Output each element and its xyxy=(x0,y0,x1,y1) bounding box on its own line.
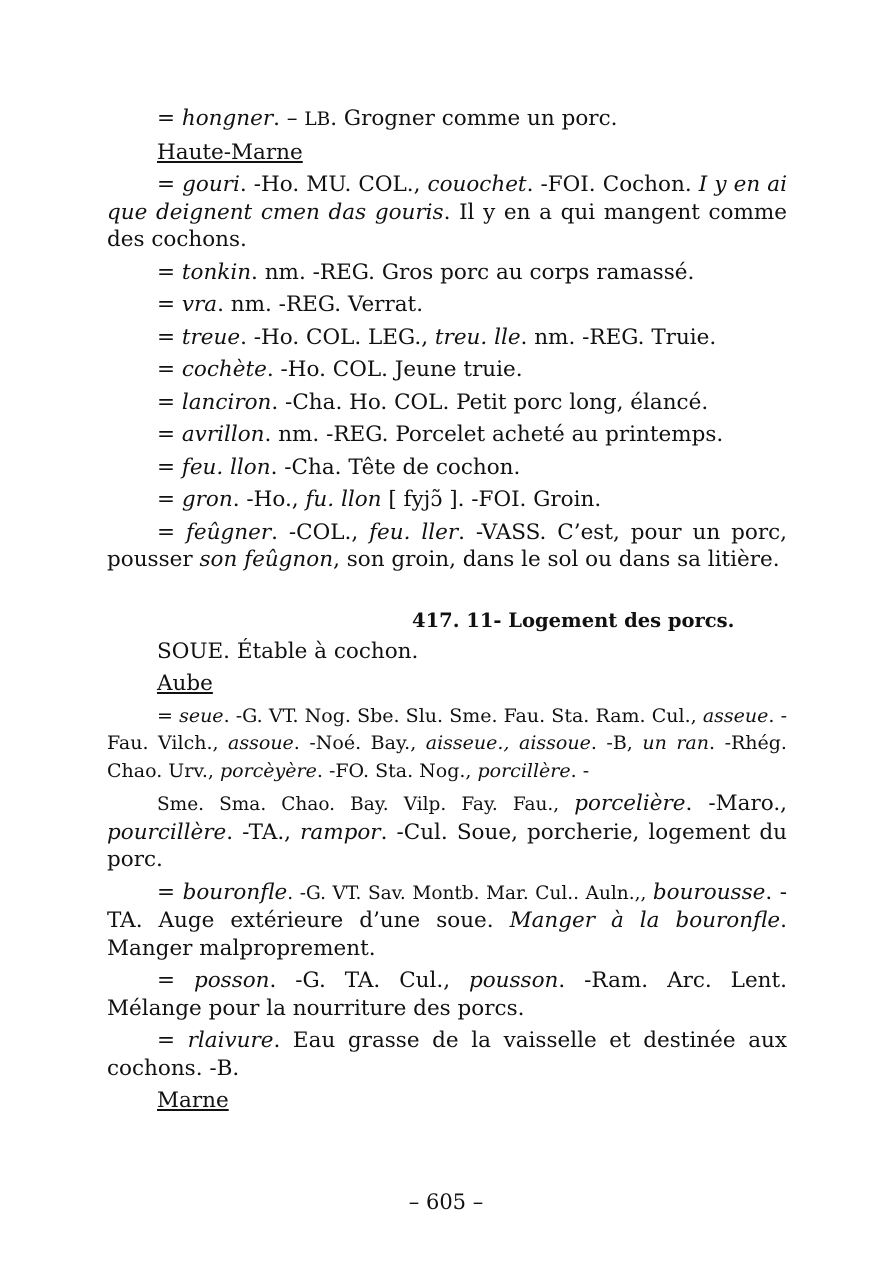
entry-cochete: = cochète. -Ho. COL. Jeune truie. xyxy=(157,357,523,382)
entry-feullon: = feu. llon. -Cha. Tête de cochon. xyxy=(157,454,521,480)
entry-vra: = vra. nm. -REG. Verrat. xyxy=(157,292,424,317)
entry-feugner: = feûgner. -COL., feu. ller. -VASS. C’est, pour un porc, pousser son feûgnon, son groin, dans le sol ou dans sa litière. xyxy=(107,519,787,572)
entry-lanciron: = lanciron. -Cha. Ho. COL. Petit porc long, élancé. xyxy=(157,389,709,415)
page-number: – 605 – xyxy=(408,1190,484,1214)
entry-bouronfle: = bouronfle. -G. VT. Sav. Montb. Mar. Cul.. Auln.,, bourousse. -TA. Auge extérieure d’une soue. Manger à la bouronfle. Manger malproprement. xyxy=(107,879,787,961)
entry-treue: = treue. -Ho. COL. LEG., treu. lle. nm. -REG. Truie. xyxy=(157,324,717,350)
entry-rlaivure: = rlaivure. Eau grasse de la vaisselle et destinée aux cochons. -B. xyxy=(107,1028,787,1081)
section-heading: 417. 11- Logement des porcs. xyxy=(412,608,735,632)
entry-seue: = seue. -G. VT. Nog. Sbe. Slu. Sme. Fau. Sta. Ram. Cul., asseue. -Fau. Vilch., assoue. -Noé. Bay., aisseue., aissoue. -B, un ran. -Rhég. Chao. Urv., porcèyère. -FO. Sta. Nog., porcillère. - xyxy=(107,704,787,782)
entry-gouri: = gouri. -Ho. MU. COL., couochet. -FOI. Cochon. I y en ai que deignent cmen das gouris. Il y en a qui mangent comme des cochons. xyxy=(107,172,787,252)
entry-gron: = gron. -Ho., fu. llon [ fyjɔ̃ ]. -FOI. Groin. xyxy=(157,487,602,512)
page-body xyxy=(107,105,787,1120)
entry-posson: = posson. -G. TA. Cul., pousson. -Ram. Arc. Lent. Mélange pour la nourriture des porcs. xyxy=(107,968,788,1021)
region-marne: Marne xyxy=(157,1088,229,1113)
entry-soue: SOUE. Étable à cochon. xyxy=(157,638,419,664)
entry-porceliere: Sme. Sma. Chao. Bay. Vilp. Fay. Fau., porcelière. -Maro., pourcillère. -TA., rampor. -Cul. Soue, porcherie, logement du porc. xyxy=(107,791,787,872)
region-haute-marne: Haute-Marne xyxy=(157,139,303,165)
entry-tonkin: = tonkin. nm. -REG. Gros porc au corps ramassé. xyxy=(157,259,695,285)
entry-avrillon: = avrillon. nm. -REG. Porcelet acheté au printemps. xyxy=(157,422,724,447)
entry-hongner: = hongner. – LB. Grogner comme un porc. xyxy=(157,106,618,131)
region-aube: Aube xyxy=(157,671,213,696)
